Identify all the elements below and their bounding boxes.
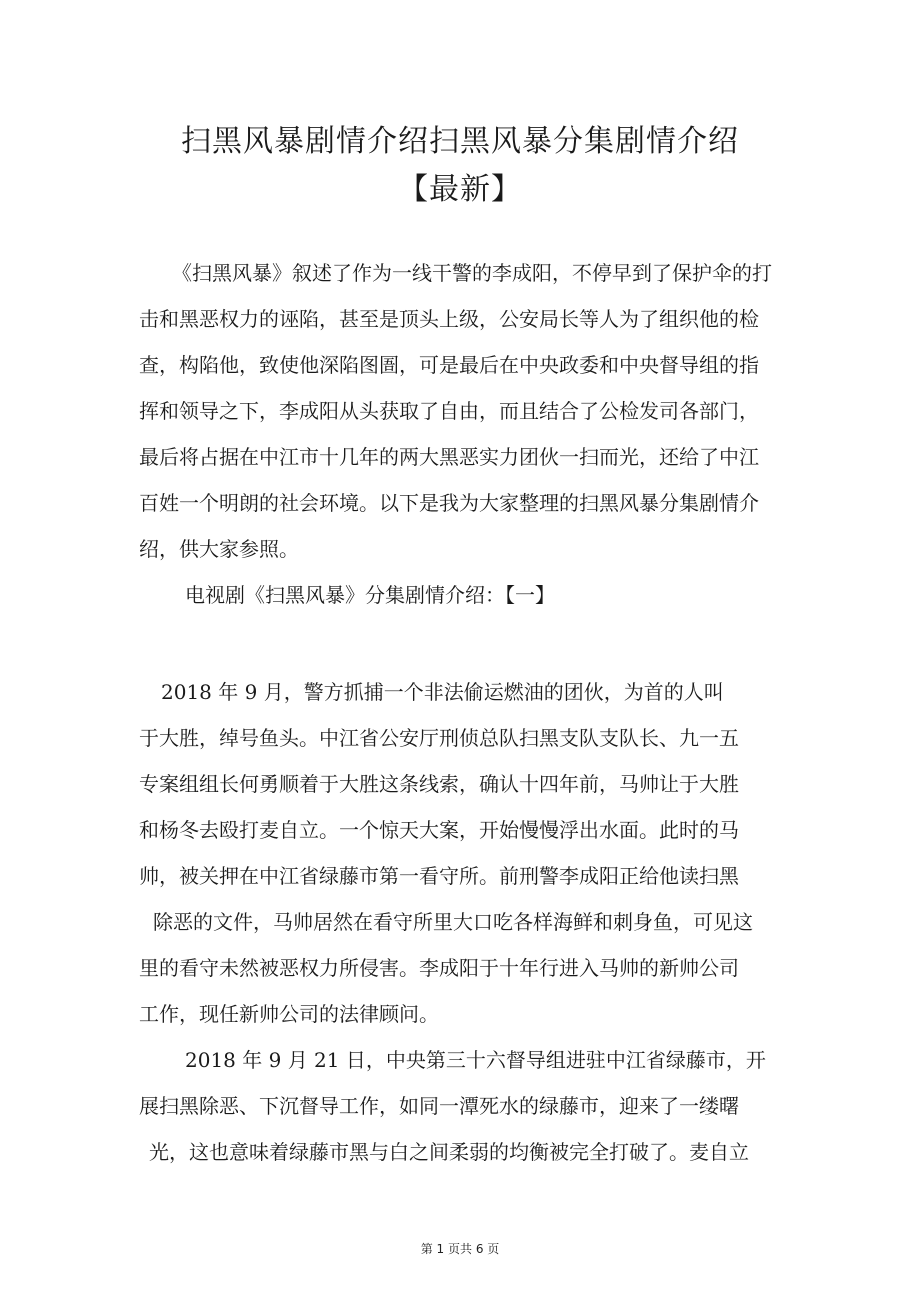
- episode-line: 光，这也意味着绿藤市黑与白之间柔弱的均衡被完全打破了。麦自立: [149, 1140, 749, 1164]
- episode-line: 除恶的文件，马帅居然在看守所里大口吃各样海鲜和刺身鱼，可见这: [153, 910, 753, 934]
- intro-line: 绍，供大家参照。: [139, 537, 299, 561]
- intro-line: 百姓一个明朗的社会环境。以下是我为大家整理的扫黑风暴分集剧情介: [139, 491, 759, 515]
- intro-line: 查，构陷他，致使他深陷图圄，可是最后在中央政委和中央督导组的指: [139, 353, 759, 377]
- episode-line: 专案组组长何勇顺着于大胜这条线索，确认十四年前，马帅让于大胜: [139, 772, 739, 796]
- episode-line: 帅，被关押在中江省绿藤市第一看守所。前刑警李成阳正给他读扫黑: [139, 864, 739, 888]
- episode-line: 2018 年 9 月 21 日，中央第三十六督导组进驻中江省绿藤市，开: [185, 1048, 766, 1072]
- page-title: 扫黑风暴剧情介绍扫黑风暴分集剧情介绍: [181, 124, 739, 159]
- page-title-suffix: 【最新】: [398, 172, 522, 207]
- episode-line: 展扫黑除恶、下沉督导工作，如同一潭死水的绿藤市，迎来了一缕曙: [139, 1094, 739, 1118]
- section-heading: 电视剧《扫黑风暴》分集剧情介绍：【一】: [185, 583, 555, 607]
- episode-line: 于大胜，绰号鱼头。中江省公安厅刑侦总队扫黑支队支队长、九一五: [139, 726, 739, 750]
- page-number-footer: 第 1 页共 6 页: [420, 1242, 500, 1256]
- episode-line: 工作，现任新帅公司的法律顾问。: [139, 1002, 439, 1026]
- intro-line: 《扫黑风暴》叙述了作为一线干警的李成阳，不停早到了保护伞的打: [172, 261, 772, 285]
- intro-line: 最后将占据在中江市十几年的两大黑恶实力团伙一扫而光，还给了中江: [139, 445, 759, 469]
- episode-line: 和杨冬去殴打麦自立。一个惊天大案，开始慢慢浮出水面。此时的马: [139, 818, 739, 842]
- intro-line: 击和黑恶权力的诬陷，甚至是顶头上级，公安局长等人为了组织他的检: [139, 307, 759, 331]
- intro-line: 挥和领导之下，李成阳从头获取了自由，而且结合了公检发司各部门，: [139, 399, 759, 423]
- episode-line: 里的看守未然被恶权力所侵害。李成阳于十年行进入马帅的新帅公司: [139, 956, 739, 980]
- episode-line: 2018 年 9 月，警方抓捕一个非法偷运燃油的团伙，为首的人叫: [161, 680, 724, 704]
